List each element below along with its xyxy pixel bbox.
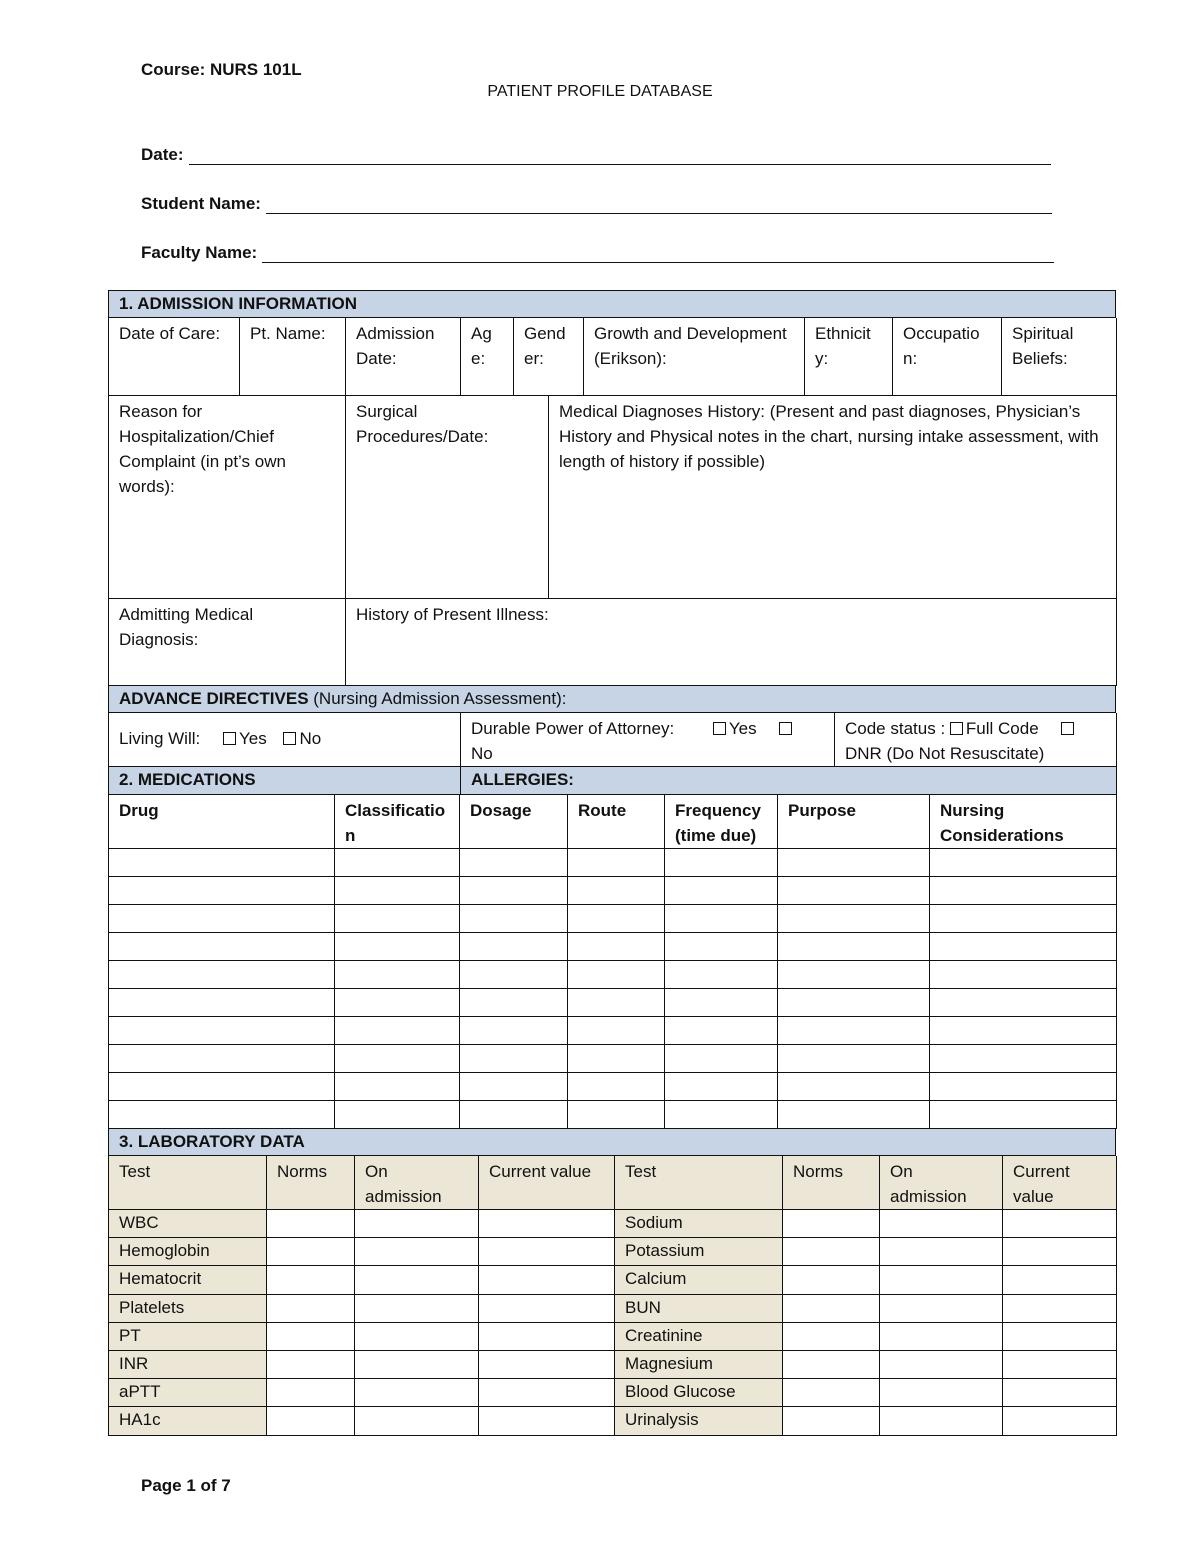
- lab-value-cell[interactable]: [880, 1379, 1003, 1407]
- medication-cell[interactable]: [778, 876, 930, 904]
- medication-cell[interactable]: [930, 1072, 1117, 1100]
- medication-cell[interactable]: [568, 932, 665, 960]
- lab-test-name: Blood Glucose: [615, 1379, 783, 1407]
- medication-cell[interactable]: [930, 904, 1117, 932]
- medication-row: [109, 1044, 1117, 1072]
- lab-col-norms-left: Norms: [267, 1156, 355, 1210]
- lab-value-cell[interactable]: [355, 1350, 479, 1378]
- lab-test-name: Hemoglobin: [109, 1238, 267, 1266]
- medication-cell[interactable]: [665, 1072, 778, 1100]
- medication-cell[interactable]: [930, 1044, 1117, 1072]
- medication-cell[interactable]: [568, 876, 665, 904]
- lab-col-admission-left: On admission: [355, 1156, 479, 1210]
- medication-cell[interactable]: [665, 932, 778, 960]
- medication-cell[interactable]: [778, 1100, 930, 1128]
- col-drug: Drug: [109, 795, 335, 849]
- lab-value-cell[interactable]: [783, 1210, 880, 1238]
- durable-power-label: Durable Power of Attorney:: [471, 719, 675, 738]
- lab-value-cell[interactable]: [267, 1379, 355, 1407]
- lab-test-name: Magnesium: [615, 1350, 783, 1378]
- medication-row: [109, 1100, 1117, 1128]
- medications-header-table: [108, 767, 1117, 795]
- medication-cell[interactable]: [778, 1044, 930, 1072]
- admission-section-title: 1. ADMISSION INFORMATION: [109, 291, 1116, 318]
- medication-cell[interactable]: [109, 876, 335, 904]
- medication-cell[interactable]: [460, 1100, 568, 1128]
- medication-cell[interactable]: [665, 904, 778, 932]
- medication-cell[interactable]: [778, 1072, 930, 1100]
- durable-no-checkbox[interactable]: [779, 722, 792, 735]
- lab-value-cell[interactable]: [355, 1238, 479, 1266]
- lab-value-cell[interactable]: [267, 1238, 355, 1266]
- lab-value-cell[interactable]: [880, 1210, 1003, 1238]
- reason-hospitalization-cell[interactable]: Reason for Hospitalization/Chief Complaint (in pt’s own words):: [109, 396, 346, 599]
- medication-cell[interactable]: [460, 960, 568, 988]
- lab-row: [109, 1379, 1117, 1407]
- lab-value-cell[interactable]: [479, 1294, 615, 1322]
- ethnicity-cell[interactable]: Ethnicit y:: [805, 318, 893, 395]
- lab-value-cell[interactable]: [783, 1407, 880, 1435]
- page-number: Page 1 of 7: [141, 1476, 231, 1495]
- medication-rows: [109, 848, 1117, 1128]
- faculty-name-input-line[interactable]: [262, 245, 1054, 263]
- lab-value-cell[interactable]: [355, 1322, 479, 1350]
- lab-value-cell[interactable]: [355, 1294, 479, 1322]
- lab-table: [108, 1156, 1117, 1436]
- lab-value-cell[interactable]: [267, 1407, 355, 1435]
- medication-row: [109, 876, 1117, 904]
- durable-no-label: No: [471, 744, 493, 763]
- medication-cell[interactable]: [109, 1044, 335, 1072]
- lab-col-current-left: Current value: [479, 1156, 615, 1210]
- medication-cell[interactable]: [778, 1016, 930, 1044]
- gender-cell[interactable]: Gend er:: [514, 318, 584, 395]
- lab-row: [109, 1407, 1117, 1435]
- medication-cell[interactable]: [930, 932, 1117, 960]
- date-label: Date:: [141, 145, 184, 164]
- living-will-yes-label: Yes: [238, 729, 267, 748]
- lab-value-cell[interactable]: [1003, 1379, 1117, 1407]
- durable-power-cell: [461, 713, 835, 767]
- age-cell[interactable]: Ag e:: [461, 318, 514, 395]
- medication-cell[interactable]: [930, 848, 1117, 876]
- admission-row-1: [108, 318, 1117, 396]
- medication-cell[interactable]: [109, 1016, 335, 1044]
- dnr-checkbox[interactable]: [1061, 722, 1074, 735]
- lab-value-cell[interactable]: [783, 1266, 880, 1294]
- lab-rows: [109, 1210, 1117, 1436]
- full-code-label: Full Code: [965, 719, 1039, 738]
- date-of-care-cell[interactable]: Date of Care:: [109, 318, 240, 395]
- code-status-cell: [835, 713, 1117, 767]
- lab-col-admission-right: On admission: [880, 1156, 1003, 1210]
- growth-development-cell[interactable]: Growth and Development (Erikson):: [584, 318, 805, 395]
- medication-cell[interactable]: [460, 988, 568, 1016]
- lab-row: [109, 1266, 1117, 1294]
- medication-cell[interactable]: [109, 932, 335, 960]
- medication-cell[interactable]: [109, 1072, 335, 1100]
- lab-value-cell[interactable]: [880, 1350, 1003, 1378]
- pt-name-cell[interactable]: Pt. Name:: [240, 318, 346, 395]
- lab-value-cell[interactable]: [355, 1266, 479, 1294]
- medication-cell[interactable]: [460, 904, 568, 932]
- living-will-yes-checkbox[interactable]: [223, 732, 236, 745]
- lab-value-cell[interactable]: [267, 1350, 355, 1378]
- living-will-no-label: No: [299, 729, 322, 748]
- col-route: Route: [568, 795, 665, 849]
- lab-value-cell[interactable]: [1003, 1350, 1117, 1378]
- lab-test-name: INR: [109, 1350, 267, 1378]
- lab-row: [109, 1294, 1117, 1322]
- medication-row: [109, 960, 1117, 988]
- lab-test-name: Hematocrit: [109, 1266, 267, 1294]
- medication-cell[interactable]: [930, 988, 1117, 1016]
- medications-section-title: 2. MEDICATIONS: [109, 767, 461, 794]
- medication-cell[interactable]: [335, 988, 460, 1016]
- lab-test-name: Potassium: [615, 1238, 783, 1266]
- medication-cell[interactable]: [568, 1072, 665, 1100]
- medication-cell[interactable]: [568, 1044, 665, 1072]
- lab-value-cell[interactable]: [479, 1407, 615, 1435]
- lab-test-name: Calcium: [615, 1266, 783, 1294]
- lab-test-name: BUN: [615, 1294, 783, 1322]
- code-status-label: Code status :: [845, 719, 946, 738]
- living-will-cell: [109, 713, 461, 767]
- surgical-procedures-cell[interactable]: Surgical Procedures/Date:: [346, 396, 549, 599]
- lab-value-cell[interactable]: [479, 1350, 615, 1378]
- lab-value-cell[interactable]: [1003, 1238, 1117, 1266]
- medication-cell[interactable]: [335, 1072, 460, 1100]
- medication-cell[interactable]: [460, 1016, 568, 1044]
- student-name-input-line[interactable]: [266, 196, 1052, 214]
- medication-cell[interactable]: [665, 1016, 778, 1044]
- medication-cell[interactable]: [930, 960, 1117, 988]
- dnr-label: DNR (Do Not Resuscitate): [845, 744, 1045, 763]
- lab-value-cell[interactable]: [355, 1379, 479, 1407]
- advance-directives-row: [108, 713, 1117, 767]
- col-frequency: Frequency (time due): [665, 795, 778, 849]
- lab-test-name: Creatinine: [615, 1322, 783, 1350]
- medication-cell[interactable]: [460, 1072, 568, 1100]
- lab-value-cell[interactable]: [783, 1238, 880, 1266]
- occupation-cell[interactable]: Occupatio n:: [893, 318, 1002, 395]
- lab-value-cell[interactable]: [355, 1210, 479, 1238]
- lab-col-current-right: Current value: [1003, 1156, 1117, 1210]
- admitting-diagnosis-cell[interactable]: Admitting Medical Diagnosis:: [109, 599, 346, 685]
- history-present-illness-cell[interactable]: History of Present Illness:: [346, 599, 1117, 685]
- lab-value-cell[interactable]: [880, 1322, 1003, 1350]
- medication-row: [109, 1072, 1117, 1100]
- medication-cell[interactable]: [778, 932, 930, 960]
- medication-cell[interactable]: [778, 904, 930, 932]
- medication-cell[interactable]: [460, 848, 568, 876]
- medication-cell[interactable]: [778, 988, 930, 1016]
- medication-cell[interactable]: [665, 876, 778, 904]
- admission-date-cell[interactable]: Admission Date:: [346, 318, 461, 395]
- lab-test-name: Sodium: [615, 1210, 783, 1238]
- lab-row: [109, 1322, 1117, 1350]
- medication-cell[interactable]: [109, 848, 335, 876]
- medication-cell[interactable]: [335, 848, 460, 876]
- lab-value-cell[interactable]: [880, 1407, 1003, 1435]
- medication-cell[interactable]: [665, 1100, 778, 1128]
- spiritual-beliefs-cell[interactable]: Spiritual Beliefs:: [1002, 318, 1117, 395]
- medication-row: [109, 904, 1117, 932]
- lab-value-cell[interactable]: [1003, 1294, 1117, 1322]
- lab-value-cell[interactable]: [479, 1322, 615, 1350]
- lab-value-cell[interactable]: [1003, 1266, 1117, 1294]
- medication-cell[interactable]: [109, 960, 335, 988]
- date-input-line[interactable]: [189, 147, 1051, 165]
- lab-value-cell[interactable]: [880, 1266, 1003, 1294]
- medication-cell[interactable]: [460, 876, 568, 904]
- medication-cell[interactable]: [568, 1016, 665, 1044]
- student-name-label: Student Name:: [141, 194, 261, 213]
- lab-test-name: HA1c: [109, 1407, 267, 1435]
- living-will-label: Living Will:: [119, 729, 201, 748]
- lab-section-title: 3. LABORATORY DATA: [109, 1129, 1116, 1156]
- medication-row: [109, 848, 1117, 876]
- medication-cell[interactable]: [665, 848, 778, 876]
- lab-value-cell[interactable]: [783, 1294, 880, 1322]
- lab-value-cell[interactable]: [267, 1266, 355, 1294]
- lab-row: [109, 1238, 1117, 1266]
- medication-row: [109, 1016, 1117, 1044]
- medication-cell[interactable]: [568, 848, 665, 876]
- lab-test-name: aPTT: [109, 1379, 267, 1407]
- lab-col-test-left: Test: [109, 1156, 267, 1210]
- medication-cell[interactable]: [335, 1100, 460, 1128]
- medication-cell[interactable]: [568, 988, 665, 1016]
- lab-test-name: Platelets: [109, 1294, 267, 1322]
- medication-cell[interactable]: [460, 932, 568, 960]
- lab-test-name: Urinalysis: [615, 1407, 783, 1435]
- medication-cell[interactable]: [665, 988, 778, 1016]
- advance-directives-title: ADVANCE DIRECTIVES (Nursing Admission Assessment):: [109, 686, 1116, 713]
- lab-value-cell[interactable]: [479, 1210, 615, 1238]
- medication-cell[interactable]: [109, 988, 335, 1016]
- patient-profile-form: [108, 290, 1116, 1436]
- admission-row-2: [108, 396, 1117, 600]
- admission-row-3: [108, 599, 1117, 686]
- medication-cell[interactable]: [568, 904, 665, 932]
- lab-value-cell[interactable]: [880, 1294, 1003, 1322]
- lab-value-cell[interactable]: [479, 1238, 615, 1266]
- lab-row: [109, 1210, 1117, 1238]
- col-nursing-considerations: Nursing Considerations: [930, 795, 1117, 849]
- medication-row: [109, 988, 1117, 1016]
- medication-cell[interactable]: [665, 960, 778, 988]
- lab-value-cell[interactable]: [880, 1238, 1003, 1266]
- lab-header-table: [108, 1129, 1116, 1157]
- lab-value-cell[interactable]: [1003, 1322, 1117, 1350]
- col-dosage: Dosage: [460, 795, 568, 849]
- full-code-checkbox[interactable]: [950, 722, 963, 735]
- course-label: Course: NURS 101L: [141, 60, 302, 79]
- medication-cell[interactable]: [568, 1100, 665, 1128]
- lab-value-cell[interactable]: [355, 1407, 479, 1435]
- medication-cell[interactable]: [335, 960, 460, 988]
- lab-test-name: PT: [109, 1322, 267, 1350]
- lab-value-cell[interactable]: [783, 1322, 880, 1350]
- living-will-no-checkbox[interactable]: [283, 732, 296, 745]
- medication-cell[interactable]: [568, 960, 665, 988]
- lab-col-test-right: Test: [615, 1156, 783, 1210]
- medication-cell[interactable]: [335, 904, 460, 932]
- lab-value-cell[interactable]: [479, 1266, 615, 1294]
- medication-cell[interactable]: [778, 848, 930, 876]
- medications-table: [108, 795, 1117, 1129]
- lab-test-name: WBC: [109, 1210, 267, 1238]
- lab-row: [109, 1350, 1117, 1378]
- medication-cell[interactable]: [665, 1044, 778, 1072]
- admission-header-table: [108, 290, 1116, 318]
- durable-yes-label: Yes: [728, 719, 757, 738]
- lab-value-cell[interactable]: [783, 1350, 880, 1378]
- medication-cell[interactable]: [335, 1044, 460, 1072]
- medication-cell[interactable]: [460, 1044, 568, 1072]
- faculty-name-label: Faculty Name:: [141, 243, 258, 262]
- lab-value-cell[interactable]: [783, 1379, 880, 1407]
- medication-row: [109, 932, 1117, 960]
- lab-value-cell[interactable]: [267, 1210, 355, 1238]
- medication-cell[interactable]: [335, 876, 460, 904]
- medication-cell[interactable]: [335, 1016, 460, 1044]
- lab-value-cell[interactable]: [1003, 1210, 1117, 1238]
- medication-cell[interactable]: [930, 1016, 1117, 1044]
- medication-cell[interactable]: [930, 1100, 1117, 1128]
- col-purpose: Purpose: [778, 795, 930, 849]
- medication-cell[interactable]: [930, 876, 1117, 904]
- lab-value-cell[interactable]: [479, 1379, 615, 1407]
- lab-value-cell[interactable]: [267, 1322, 355, 1350]
- allergies-label[interactable]: ALLERGIES:: [461, 767, 1117, 794]
- medical-diagnoses-history-cell[interactable]: Medical Diagnoses History: (Present and past diagnoses, Physician’s History and Physical notes in the chart, nursing intake assessment, with length of history if possible): [549, 396, 1117, 599]
- col-classification: Classificatio n: [335, 795, 460, 849]
- medication-cell[interactable]: [778, 960, 930, 988]
- lab-value-cell[interactable]: [267, 1294, 355, 1322]
- lab-col-norms-right: Norms: [783, 1156, 880, 1210]
- date-field: [141, 145, 1051, 165]
- document-title: PATIENT PROFILE DATABASE: [487, 83, 713, 100]
- advance-header-table: [108, 686, 1116, 714]
- student-name-field: [141, 194, 1052, 214]
- lab-value-cell[interactable]: [1003, 1407, 1117, 1435]
- medication-cell[interactable]: [335, 932, 460, 960]
- durable-yes-checkbox[interactable]: [713, 722, 726, 735]
- medication-cell[interactable]: [109, 904, 335, 932]
- faculty-name-field: [141, 243, 1054, 263]
- medication-cell[interactable]: [109, 1100, 335, 1128]
